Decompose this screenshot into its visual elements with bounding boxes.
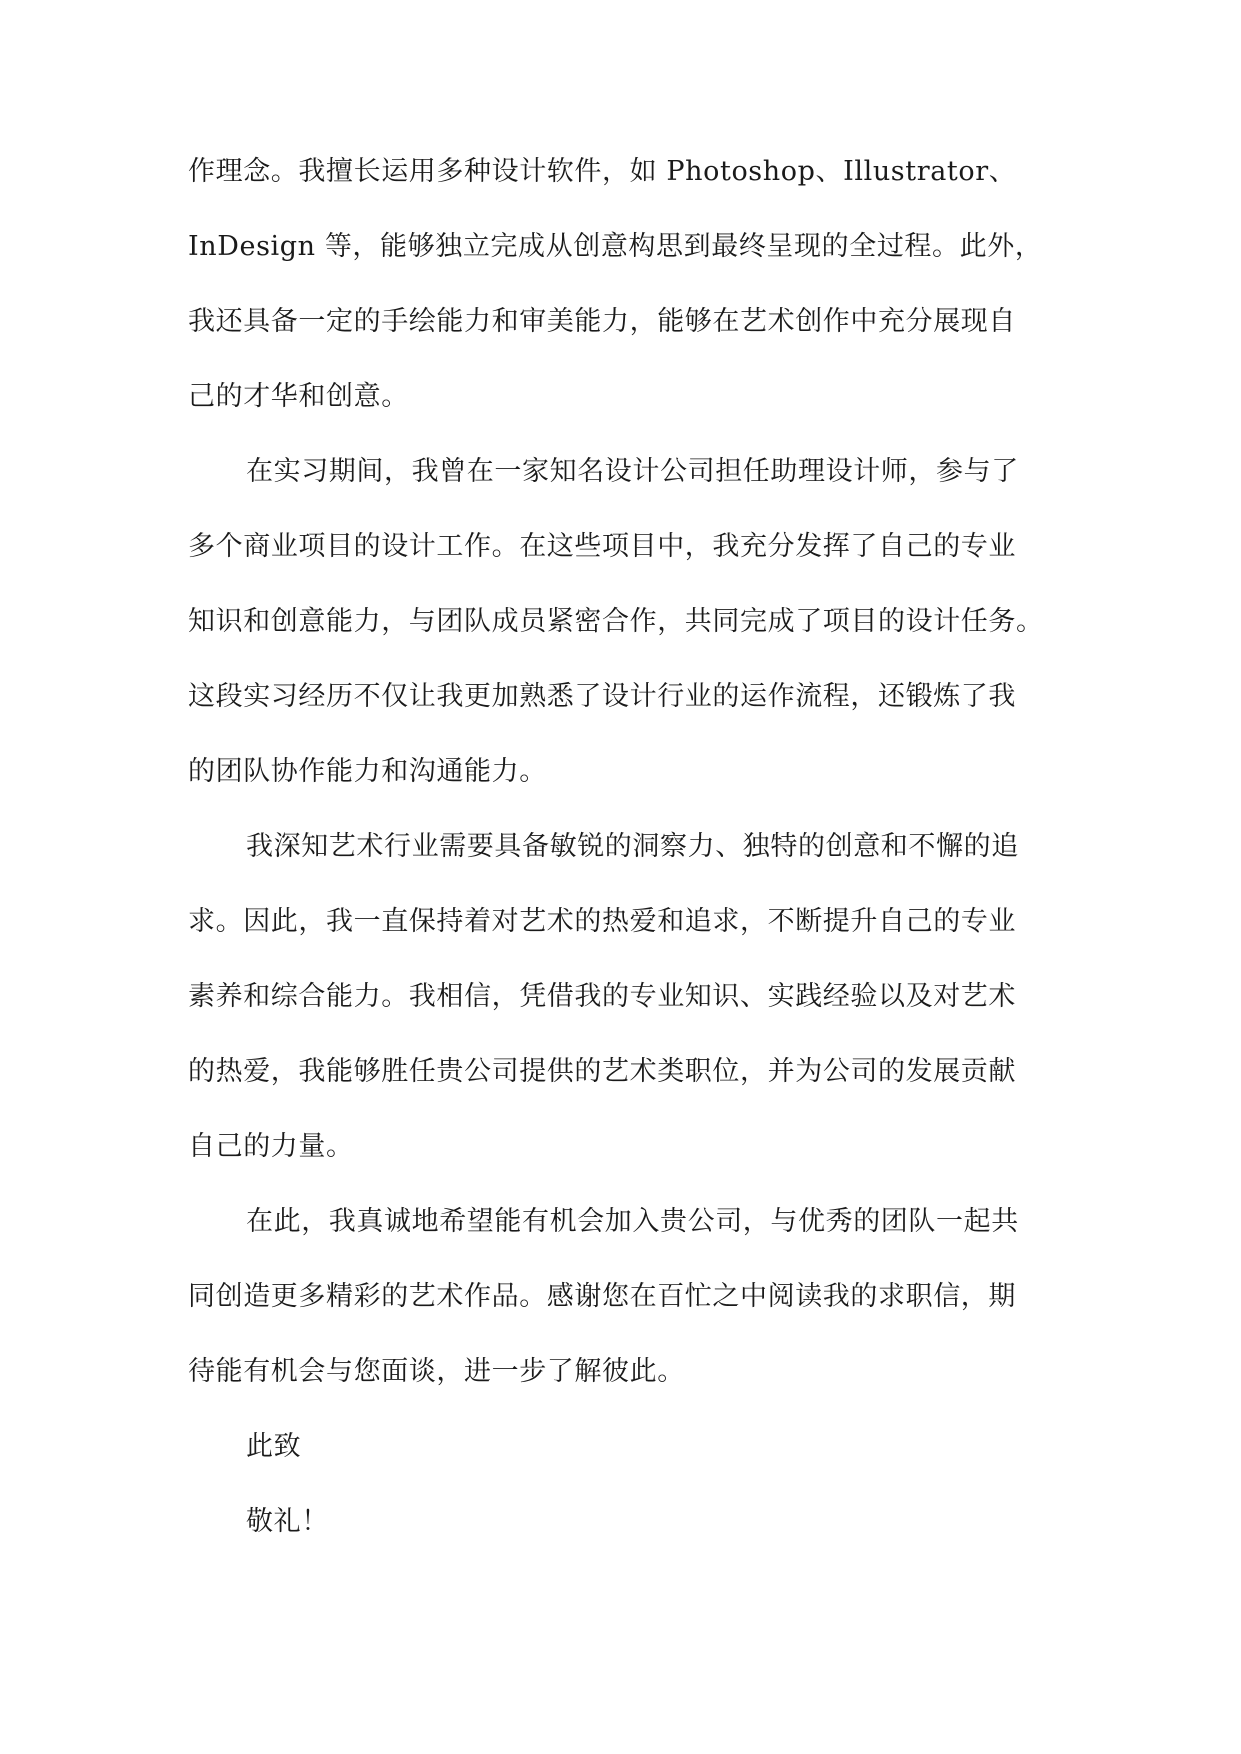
text-line: 我还具备一定的手绘能力和审美能力，能够在艺术创作中充分展现自 <box>188 306 1016 337</box>
text-line: 的热爱，我能够胜任贵公司提供的艺术类职位，并为公司的发展贡献 <box>188 1056 1016 1087</box>
paragraph-first-line: 我深知艺术行业需要具备敏锐的洞察力、独特的创意和不懈的追 <box>246 831 1019 862</box>
text-line: 己的才华和创意。 <box>188 381 409 412</box>
text-line: 多个商业项目的设计工作。在这些项目中，我充分发挥了自己的专业 <box>188 531 1016 562</box>
closing-salutation: 此致 <box>246 1431 302 1462</box>
text-line: 求。因此，我一直保持着对艺术的热爱和追求，不断提升自己的专业 <box>188 906 1016 937</box>
closing-regards: 敬礼！ <box>246 1506 329 1537</box>
text-line: 素养和综合能力。我相信，凭借我的专业知识、实践经验以及对艺术 <box>188 981 1016 1012</box>
text-line: 待能有机会与您面谈，进一步了解彼此。 <box>188 1356 685 1387</box>
paragraph-first-line: 在实习期间，我曾在一家知名设计公司担任助理设计师，参与了 <box>246 456 1019 487</box>
text-line: InDesign 等，能够独立完成从创意构思到最终呈现的全过程。此外， <box>188 231 1043 262</box>
paragraph-first-line: 在此，我真诚地希望能有机会加入贵公司，与优秀的团队一起共 <box>246 1206 1019 1237</box>
text-line: 同创造更多精彩的艺术作品。感谢您在百忙之中阅读我的求职信，期 <box>188 1281 1016 1312</box>
text-line: 这段实习经历不仅让我更加熟悉了设计行业的运作流程，还锻炼了我 <box>188 681 1016 712</box>
text-line: 知识和创意能力，与团队成员紧密合作，共同完成了项目的设计任务。 <box>188 606 1044 637</box>
text-line: 的团队协作能力和沟通能力。 <box>188 756 547 787</box>
text-line: 自己的力量。 <box>188 1131 354 1162</box>
text-line: 作理念。我擅长运用多种设计软件，如 Photoshop、Illustrator、 <box>188 156 1017 187</box>
